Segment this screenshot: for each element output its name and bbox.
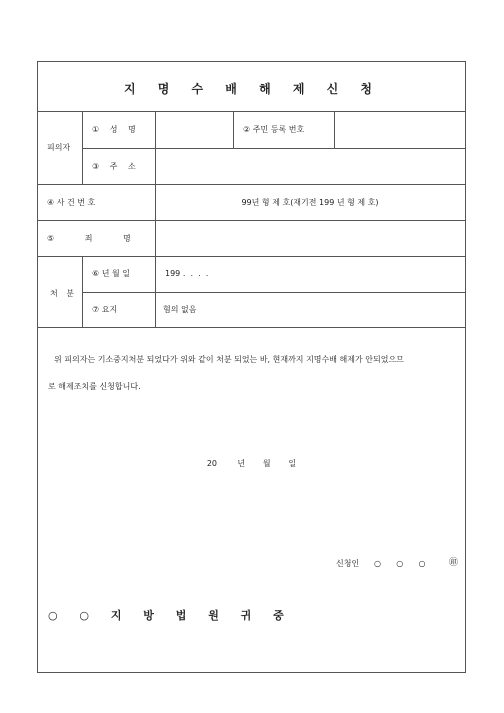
suspect-label: 피의자 xyxy=(47,143,71,152)
divider xyxy=(334,111,335,148)
request-text-line2: 로 해제조치를 신청합니다. xyxy=(48,382,141,391)
divider xyxy=(82,148,465,149)
name-label: ① 성 명 xyxy=(92,125,136,134)
crime-label: ⑤ 죄 명 xyxy=(47,234,131,243)
summary-label: ⑦ 요지 xyxy=(92,305,118,314)
rrn-label: ② 주민 등록 번호 xyxy=(243,125,305,134)
request-text-line1: 위 피의자는 기소중지처분 되었다가 위와 같이 처분 되었는 바, 현재까지 지명수배 해제가 안되었으므 xyxy=(54,355,404,364)
divider xyxy=(38,220,465,221)
divider xyxy=(38,111,465,112)
court-addressee: ○ ○ 지 방 법 원 귀 중 xyxy=(48,609,293,622)
divider xyxy=(38,256,465,257)
divider xyxy=(233,111,234,148)
date-label: ⑥ 년 월 일 xyxy=(92,269,130,278)
case-number-label: ④ 사 건 번 호 xyxy=(47,198,96,207)
summary-value: 혐의 없음 xyxy=(163,305,197,314)
date-value: 199 . . . . xyxy=(165,269,209,278)
divider xyxy=(82,292,465,293)
seal-mark: ㊞ xyxy=(449,558,459,568)
divider xyxy=(82,256,83,327)
divider xyxy=(38,184,465,185)
request-date: 20 년 월 일 xyxy=(206,459,297,468)
application-form xyxy=(37,61,466,673)
divider xyxy=(82,111,83,184)
address-label: ③ 주 소 xyxy=(92,162,136,171)
applicant-marks: ○ ○ ○ xyxy=(374,559,426,568)
divider xyxy=(38,327,465,328)
applicant-label: 신청인 xyxy=(336,559,360,568)
form-title: 지 명 수 배 해 제 신 청 xyxy=(124,82,381,96)
divider xyxy=(155,111,156,327)
disposition-label: 처 분 xyxy=(50,289,74,298)
case-number-value: 99년 형 제 호(재기전 199 년 형 제 호) xyxy=(241,198,379,207)
